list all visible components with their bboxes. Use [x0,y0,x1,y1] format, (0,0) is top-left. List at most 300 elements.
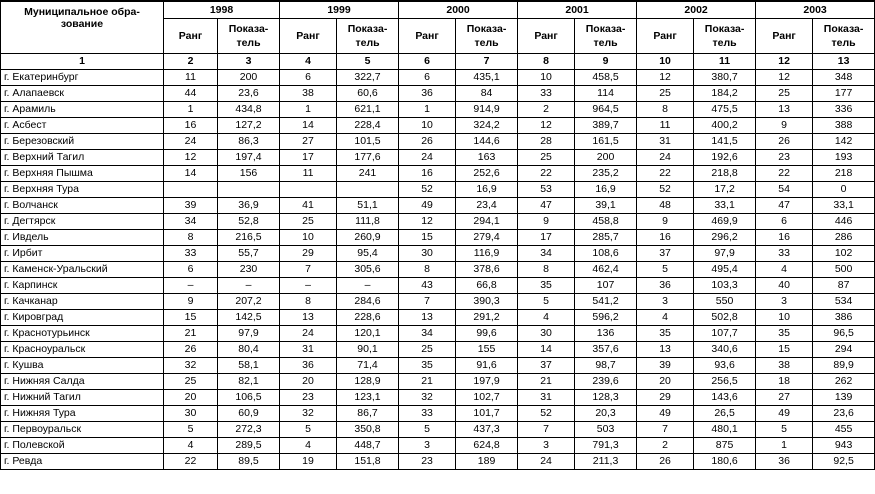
rank-cell: 21 [164,326,218,342]
indicator-cell: 20,3 [575,406,637,422]
indicator-cell: 386 [813,310,875,326]
rank-cell: 5 [164,422,218,438]
rank-cell: 32 [164,358,218,374]
indicator-cell: 218,8 [694,166,756,182]
year-header: 1999 [280,1,399,19]
column-number: 1 [1,54,164,70]
rank-cell: 5 [399,422,456,438]
rank-cell: 13 [399,310,456,326]
rank-cell: 6 [399,70,456,86]
rank-cell: 3 [756,294,813,310]
table-row [1,406,875,422]
municipality-name: г. Ирбит [1,246,164,262]
rank-cell: 12 [637,70,694,86]
municipality-name: г. Арамиль [1,102,164,118]
indicator-cell: 289,5 [218,438,280,454]
table-row [1,310,875,326]
indicator-cell: 99,6 [456,326,518,342]
municipality-name: г. Алапаевск [1,86,164,102]
municipality-name: г. Каменск-Уральский [1,262,164,278]
indicator-cell: 197,4 [218,150,280,166]
municipality-name: г. Екатеринбург [1,70,164,86]
indicator-cell: 142 [813,134,875,150]
indicator-cell: 324,2 [456,118,518,134]
rank-cell: 16 [637,230,694,246]
indicator-cell: 96,5 [813,326,875,342]
rank-cell: 30 [518,326,575,342]
table-row [1,438,875,454]
indicator-cell: 475,5 [694,102,756,118]
rank-cell: 6 [756,214,813,230]
indicator-header: Показа- тель [337,19,399,54]
rank-cell: 12 [756,70,813,86]
municipality-name: г. Качканар [1,294,164,310]
rank-cell: 26 [756,134,813,150]
indicator-cell: 55,7 [218,246,280,262]
indicator-cell: 279,4 [456,230,518,246]
rank-cell: 6 [280,70,337,86]
indicator-cell: 107 [575,278,637,294]
indicator-cell: 350,8 [337,422,399,438]
column-number: 4 [280,54,337,70]
indicator-cell: 66,8 [456,278,518,294]
municipality-name: г. Красноуральск [1,342,164,358]
indicator-cell: 143,6 [694,390,756,406]
table-row [1,150,875,166]
indicator-cell: 33,1 [694,198,756,214]
rank-cell: 7 [399,294,456,310]
rank-cell: 6 [164,262,218,278]
rank-cell: 16 [164,118,218,134]
indicator-cell: 448,7 [337,438,399,454]
rank-cell: 41 [280,198,337,214]
indicator-cell: 80,4 [218,342,280,358]
indicator-cell: 89,9 [813,358,875,374]
rank-cell: 23 [280,390,337,406]
rank-cell: 24 [399,150,456,166]
indicator-cell: 86,7 [337,406,399,422]
municipality-name: г. Кушва [1,358,164,374]
rank-cell: 29 [280,246,337,262]
indicator-cell: 90,1 [337,342,399,358]
indicator-cell: 102,7 [456,390,518,406]
rank-cell: 32 [280,406,337,422]
indicator-cell: 156 [218,166,280,182]
rank-cell: 1 [399,102,456,118]
rank-cell: 15 [164,310,218,326]
rank-cell: 10 [518,70,575,86]
indicator-cell: 197,9 [456,374,518,390]
table-row [1,230,875,246]
table-row [1,374,875,390]
indicator-cell: 52,8 [218,214,280,230]
indicator-cell: 36,9 [218,198,280,214]
indicator-cell: 500 [813,262,875,278]
rank-cell: 54 [756,182,813,198]
indicator-cell: 200 [218,70,280,86]
indicator-cell: 218 [813,166,875,182]
indicator-cell: 120,1 [337,326,399,342]
indicator-cell: 128,9 [337,374,399,390]
rank-cell: 52 [637,182,694,198]
indicator-cell: 106,5 [218,390,280,406]
indicator-cell: 192,6 [694,150,756,166]
rank-cell: 16 [756,230,813,246]
table-row [1,294,875,310]
indicator-cell: 177 [813,86,875,102]
rank-cell: 27 [756,390,813,406]
rank-cell: 34 [164,214,218,230]
indicator-cell: 235,2 [575,166,637,182]
year-header: 2001 [518,1,637,19]
rank-header: Ранг [399,19,456,54]
indicator-cell: 875 [694,438,756,454]
rank-cell: 23 [399,454,456,470]
indicator-cell: 252,6 [456,166,518,182]
indicator-cell: 177,6 [337,150,399,166]
table-row [1,70,875,86]
rank-cell: 25 [637,86,694,102]
rank-cell: 3 [399,438,456,454]
indicator-cell: 0 [813,182,875,198]
rank-cell: 23 [756,150,813,166]
indicator-cell: 340,6 [694,342,756,358]
rank-cell: 19 [280,454,337,470]
rank-cell: 21 [518,374,575,390]
rank-cell: 5 [637,262,694,278]
municipality-header: Муниципальное обра- зование [1,1,164,54]
rank-cell: 3 [518,438,575,454]
rank-cell: 36 [756,454,813,470]
municipality-name: г. Волчанск [1,198,164,214]
rank-cell: 20 [164,390,218,406]
year-header: 1998 [164,1,280,19]
rank-cell: 43 [399,278,456,294]
indicator-cell: 943 [813,438,875,454]
indicator-cell: 502,8 [694,310,756,326]
rank-cell: 7 [518,422,575,438]
indicator-cell: 791,3 [575,438,637,454]
indicator-cell: 23,4 [456,198,518,214]
rank-cell: 15 [399,230,456,246]
indicator-header: Показа- тель [813,19,875,54]
indicator-cell: 348 [813,70,875,86]
municipality-name: г. Верхняя Тура [1,182,164,198]
rank-cell: 4 [164,438,218,454]
table-row [1,246,875,262]
indicator-cell: 84 [456,86,518,102]
rank-cell: 2 [518,102,575,118]
indicator-cell: 39,1 [575,198,637,214]
indicator-cell: 256,5 [694,374,756,390]
rank-cell [280,182,337,198]
rank-cell: 39 [637,358,694,374]
rank-cell: 8 [280,294,337,310]
rank-cell: 9 [518,214,575,230]
table-row [1,422,875,438]
indicator-cell: 58,1 [218,358,280,374]
indicator-cell: 71,4 [337,358,399,374]
indicator-cell: 228,4 [337,118,399,134]
indicator-cell: 336 [813,102,875,118]
rank-cell: 12 [164,150,218,166]
rank-cell: 31 [280,342,337,358]
rank-cell: 38 [280,86,337,102]
indicator-cell: 141,5 [694,134,756,150]
rank-cell: 22 [518,166,575,182]
indicator-header: Показа- тель [694,19,756,54]
rank-cell: 14 [164,166,218,182]
indicator-header: Показа- тель [575,19,637,54]
rank-cell: 49 [637,406,694,422]
indicator-cell: 458,8 [575,214,637,230]
year-header: 2000 [399,1,518,19]
column-number: 5 [337,54,399,70]
rank-cell: 24 [518,454,575,470]
indicator-cell [337,182,399,198]
column-number: 10 [637,54,694,70]
indicator-cell: 305,6 [337,262,399,278]
indicator-cell: 503 [575,422,637,438]
rank-cell: 18 [756,374,813,390]
rank-cell: 4 [518,310,575,326]
column-number: 13 [813,54,875,70]
rank-cell: 30 [399,246,456,262]
indicator-cell: 495,4 [694,262,756,278]
rank-cell: 9 [164,294,218,310]
indicator-cell: 151,8 [337,454,399,470]
table-row [1,390,875,406]
rank-cell: 5 [518,294,575,310]
rank-cell: 31 [518,390,575,406]
indicator-cell: 23,6 [218,86,280,102]
municipality-name: г. Верхний Тагил [1,150,164,166]
rank-cell: 25 [518,150,575,166]
rank-cell: 8 [518,262,575,278]
indicator-cell: 89,5 [218,454,280,470]
rank-cell [164,182,218,198]
indicator-cell: 128,3 [575,390,637,406]
year-header: 2002 [637,1,756,19]
indicator-cell [218,182,280,198]
rank-cell: 29 [637,390,694,406]
rank-cell: 33 [756,246,813,262]
indicator-cell: 207,2 [218,294,280,310]
rank-cell: 39 [164,198,218,214]
indicator-cell: 93,6 [694,358,756,374]
table-row [1,198,875,214]
indicator-cell: 294 [813,342,875,358]
municipality-name: г. Краснотурьинск [1,326,164,342]
rank-cell: 20 [280,374,337,390]
indicator-cell: 378,6 [456,262,518,278]
rank-cell: 24 [164,134,218,150]
header-years-row [1,1,875,19]
rank-cell: 26 [399,134,456,150]
municipality-name: г. Полевской [1,438,164,454]
rank-cell: 20 [637,374,694,390]
rank-header: Ранг [280,19,337,54]
rank-cell: 49 [399,198,456,214]
rank-cell: 11 [164,70,218,86]
rank-cell: 27 [280,134,337,150]
indicator-cell: 114 [575,86,637,102]
rank-cell: 36 [637,278,694,294]
column-number: 12 [756,54,813,70]
rank-cell: 30 [164,406,218,422]
rank-cell: 4 [637,310,694,326]
table-row [1,134,875,150]
indicator-cell: 285,7 [575,230,637,246]
indicator-cell: 390,3 [456,294,518,310]
indicator-cell: 86,3 [218,134,280,150]
indicator-cell: 458,5 [575,70,637,86]
rank-cell: 3 [637,294,694,310]
indicator-cell: 16,9 [456,182,518,198]
rank-cell: 52 [399,182,456,198]
indicator-header: Показа- тель [218,19,280,54]
indicator-cell: 163 [456,150,518,166]
indicator-cell: 624,8 [456,438,518,454]
indicator-cell: 211,3 [575,454,637,470]
indicator-cell: 294,1 [456,214,518,230]
rank-cell: 26 [164,342,218,358]
table-row [1,166,875,182]
indicator-cell: 136 [575,326,637,342]
rank-cell: 48 [637,198,694,214]
indicator-cell: 437,3 [456,422,518,438]
rank-cell: 37 [518,358,575,374]
rank-cell: 33 [399,406,456,422]
municipality-name: г. Верхняя Пышма [1,166,164,182]
indicator-cell: 17,2 [694,182,756,198]
rank-cell: 10 [280,230,337,246]
rank-cell: 24 [637,150,694,166]
rank-cell: 17 [518,230,575,246]
indicator-cell: 914,9 [456,102,518,118]
rank-cell: 7 [280,262,337,278]
indicator-cell: 446 [813,214,875,230]
indicator-cell: 87 [813,278,875,294]
indicator-cell: 101,7 [456,406,518,422]
municipality-name: г. Дегтярск [1,214,164,230]
indicator-cell: 16,9 [575,182,637,198]
indicator-cell: 108,6 [575,246,637,262]
indicator-cell: 239,6 [575,374,637,390]
indicator-cell: 230 [218,262,280,278]
indicator-cell: 541,2 [575,294,637,310]
indicator-cell: 144,6 [456,134,518,150]
indicator-cell: 33,1 [813,198,875,214]
indicator-cell: 388 [813,118,875,134]
indicator-cell: 23,6 [813,406,875,422]
rank-cell: 35 [756,326,813,342]
year-header: 2003 [756,1,875,19]
indicator-cell: 322,7 [337,70,399,86]
table-row [1,454,875,470]
column-number-row [1,54,875,70]
table-row [1,102,875,118]
municipality-name: г. Березовский [1,134,164,150]
table-row [1,214,875,230]
indicator-cell: 455 [813,422,875,438]
rank-cell: 22 [637,166,694,182]
indicator-cell: 272,3 [218,422,280,438]
table-row [1,342,875,358]
column-number: 9 [575,54,637,70]
indicator-cell: 286 [813,230,875,246]
indicator-cell: 189 [456,454,518,470]
municipality-name: г. Карпинск [1,278,164,294]
indicator-cell: 123,1 [337,390,399,406]
rank-cell: 22 [756,166,813,182]
column-number: 3 [218,54,280,70]
column-number: 11 [694,54,756,70]
rank-cell: 9 [756,118,813,134]
indicator-cell: 296,2 [694,230,756,246]
rank-header: Ранг [518,19,575,54]
rank-cell: 9 [637,214,694,230]
rank-header: Ранг [637,19,694,54]
table-row [1,182,875,198]
municipality-name: г. Ивдель [1,230,164,246]
rank-cell: 22 [164,454,218,470]
rank-cell: 47 [518,198,575,214]
indicator-header: Показа- тель [456,19,518,54]
indicator-cell: 139 [813,390,875,406]
indicator-cell: – [218,278,280,294]
indicator-cell: 550 [694,294,756,310]
municipality-name: г. Асбест [1,118,164,134]
rank-cell: 13 [280,310,337,326]
indicator-cell: 51,1 [337,198,399,214]
indicator-cell: 284,6 [337,294,399,310]
rank-cell: 11 [280,166,337,182]
rank-cell: 34 [518,246,575,262]
indicator-cell: 469,9 [694,214,756,230]
rank-cell: 14 [518,342,575,358]
indicator-cell: 155 [456,342,518,358]
rank-cell: 52 [518,406,575,422]
indicator-cell: 101,5 [337,134,399,150]
table-row [1,358,875,374]
column-number: 6 [399,54,456,70]
rank-cell: – [280,278,337,294]
indicator-cell: 389,7 [575,118,637,134]
rank-cell: 35 [637,326,694,342]
rank-cell: 4 [756,262,813,278]
indicator-cell: 193 [813,150,875,166]
municipality-name: г. Нижний Тагил [1,390,164,406]
rank-cell: 8 [399,262,456,278]
column-number: 7 [456,54,518,70]
table-row [1,262,875,278]
rank-cell: 33 [518,86,575,102]
rank-cell: 7 [637,422,694,438]
rank-cell: 33 [164,246,218,262]
indicator-cell: 127,2 [218,118,280,134]
rank-cell: 10 [756,310,813,326]
indicator-cell: 400,2 [694,118,756,134]
table-row [1,86,875,102]
rank-cell: 25 [399,342,456,358]
rank-cell: 10 [399,118,456,134]
rank-header: Ранг [756,19,813,54]
indicator-cell: 116,9 [456,246,518,262]
indicator-cell: 82,1 [218,374,280,390]
rank-cell: 13 [637,342,694,358]
indicator-cell: 262 [813,374,875,390]
